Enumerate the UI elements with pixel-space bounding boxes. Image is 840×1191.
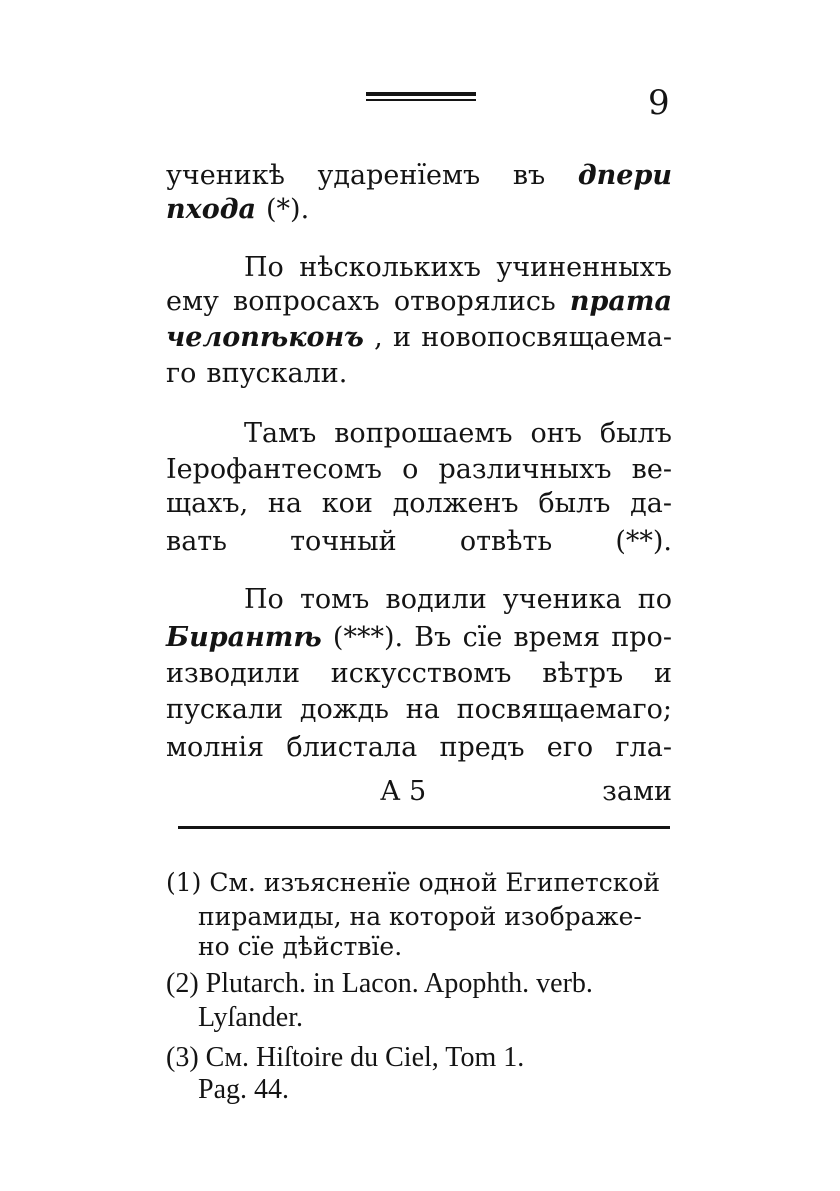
body-line <box>244 254 672 281</box>
page-number: 9 <box>648 83 670 123</box>
word: ученикѣ <box>166 160 285 191</box>
body-line <box>166 162 672 189</box>
word: былъ <box>538 488 611 519</box>
word: дождь <box>299 694 389 725</box>
word: его <box>546 732 594 763</box>
word: по <box>637 584 672 615</box>
word: изводили <box>166 658 300 689</box>
word: вать <box>166 526 227 557</box>
word: въ <box>512 160 546 191</box>
body-line <box>166 696 672 723</box>
word: ученика <box>502 584 622 615</box>
word: пускали <box>166 694 284 725</box>
body-line <box>166 360 672 387</box>
footnote-1-line-3: но сїе дѣйствїе. <box>198 932 403 961</box>
word: Iерофантесомъ <box>166 454 382 485</box>
body-line <box>166 660 672 687</box>
word: гла- <box>615 732 672 763</box>
word: Бирантѣ <box>166 622 322 653</box>
footnote-rule <box>178 826 670 829</box>
word: новопосвящаема- <box>421 322 672 353</box>
word: го <box>166 358 197 389</box>
word: о <box>402 454 419 485</box>
signature-line <box>166 778 672 805</box>
word: пхода <box>166 194 257 225</box>
word: Тамъ <box>244 418 317 449</box>
word: водили <box>385 584 487 615</box>
signature-mark: А 5 <box>380 776 427 807</box>
body-line <box>166 624 672 651</box>
word: ему <box>166 286 219 317</box>
word: вопросахъ <box>233 286 380 317</box>
word: ударенїемъ <box>317 160 481 191</box>
body-line <box>166 324 672 351</box>
word: вѣтръ <box>542 658 624 689</box>
word: прата <box>569 286 672 317</box>
footnote-2-line-2: Lyſander. <box>198 1002 303 1033</box>
word: и <box>392 322 411 353</box>
body-line <box>166 734 672 761</box>
body-line <box>244 586 672 613</box>
word: долженъ <box>392 488 519 519</box>
word: (**). <box>615 526 672 557</box>
word: онъ <box>530 418 582 449</box>
word: различныхъ <box>438 454 612 485</box>
word: ве- <box>631 454 672 485</box>
body-line <box>244 420 672 447</box>
word: и <box>653 658 672 689</box>
word: (***). <box>332 622 404 653</box>
footnote-3-line-2: Pag. 44. <box>198 1074 289 1105</box>
word: , <box>374 322 383 353</box>
word: на <box>405 694 440 725</box>
word: нѣсколькихъ <box>299 252 481 283</box>
word: кои <box>321 488 373 519</box>
body-line <box>166 288 672 315</box>
word: про- <box>611 622 672 653</box>
word: челопѣконъ <box>166 322 364 353</box>
word: посвящаемаго; <box>456 694 672 725</box>
word: отворялись <box>393 286 556 317</box>
word: точный <box>290 526 397 557</box>
header-rule <box>366 92 476 102</box>
body-line <box>166 456 672 483</box>
word: По <box>244 252 284 283</box>
word: томъ <box>299 584 370 615</box>
word: сїе <box>462 622 503 653</box>
footnote-2-line-1: (2) Plutarch. in Lacon. Apophth. verb. <box>166 968 593 999</box>
word: предъ <box>439 732 525 763</box>
body-line <box>166 490 672 517</box>
word: (*). <box>266 194 310 225</box>
word: искусствомъ <box>330 658 512 689</box>
word: учиненныхъ <box>496 252 672 283</box>
word: дпери <box>577 160 672 191</box>
body-line <box>166 528 672 555</box>
word: да- <box>630 488 672 519</box>
word: на <box>267 488 302 519</box>
word: вопрошаемъ <box>334 418 513 449</box>
word: блистала <box>286 732 418 763</box>
word: былъ <box>599 418 672 449</box>
word: молнiя <box>166 732 265 763</box>
word: впускали. <box>206 358 348 389</box>
catchword: зами <box>602 776 672 807</box>
word: щахъ, <box>166 488 249 519</box>
word: Въ <box>414 622 452 653</box>
body-line <box>166 196 672 223</box>
footnote-1-line-1: (1) См. изъясненїе одной Египетской <box>166 868 661 897</box>
word: отвѣть <box>459 526 553 557</box>
footnote-1-line-2: пирамиды, на которой изображе- <box>198 902 642 931</box>
word: По <box>244 584 284 615</box>
word: время <box>513 622 601 653</box>
footnote-3-line-1: (3) См. Hiſtoire du Ciel, Tom 1. <box>166 1042 525 1073</box>
